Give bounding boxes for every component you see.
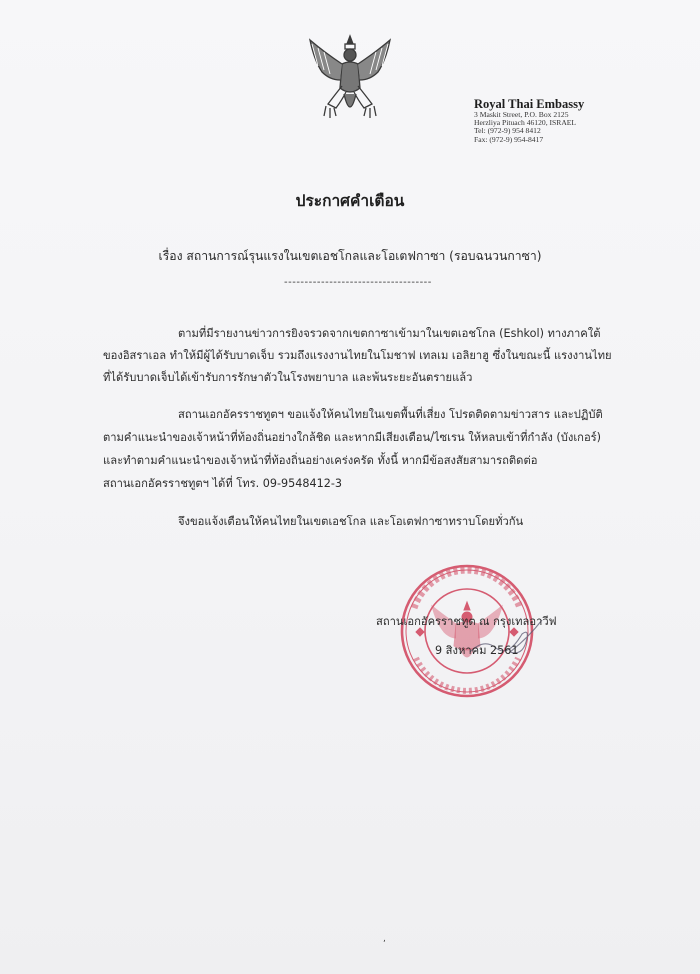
paragraph-1-line: ของอิสราเอล ทำให้มีผู้ได้รับบาดเจ็บ รวมถึงแรงงานไทยในโมชาฟ เทลเม เอลิยาฮู ซึ่งในขณะนี้ แรงงานไทย bbox=[103, 349, 612, 362]
paragraph-2-line: และทำตามคำแนะนำของเจ้าหน้าที่ท้องถิ่นอย่างเคร่งครัด ทั้งนี้ หากมีข้อสงสัยสามารถติดต่อ bbox=[103, 454, 538, 467]
address-line-1: 3 Maskit Street, P.O. Box 2125 bbox=[474, 110, 569, 119]
divider-line: ------------------------------------ bbox=[284, 277, 432, 288]
paragraph-2-line: ตามคำแนะนำของเจ้าหน้าที่ท้องถิ่นอย่างใกล้ชิด และหากมีเสียงเตือน/ไซเรน ให้หลบเข้าที่กำลัง (บังเกอร์) bbox=[103, 431, 602, 444]
page-mark: , bbox=[383, 934, 386, 944]
paragraph-1-line: ตามที่มีรายงานข่าวการยิงจรวดจากเขตกาซาเข้ามาในเขตเอชโกล (Eshkol) ทางภาคใต้ bbox=[178, 327, 601, 340]
document-subject: เรื่อง สถานการณ์รุนแรงในเขตเอชโกลและโอเตฟกาซา (รอบฉนวนกาซา) bbox=[158, 249, 542, 263]
embassy-name: Royal Thai Embassy bbox=[474, 97, 585, 111]
signature-date: 9 สิงหาคม 2561 bbox=[435, 644, 519, 657]
document-title: ประกาศคำเตือน bbox=[295, 192, 405, 210]
paragraph-2-line: สถานเอกอัครราชทูตฯ ขอแจ้งให้คนไทยในเขตพื้นที่เสี่ยง โปรดติดตามข่าวสาร และปฏิบัติ bbox=[178, 408, 603, 421]
address-line-2: Herzliya Pituach 46120, ISRAEL bbox=[474, 118, 577, 128]
paragraph-1-line: ที่ได้รับบาดเจ็บได้เข้ารับการรักษาตัวในโรงพยาบาล และพ้นระยะอันตรายแล้ว bbox=[103, 371, 473, 384]
telephone: Tel: (972-9) 954 8412 bbox=[474, 126, 541, 136]
garuda-emblem-icon bbox=[304, 30, 396, 122]
paragraph-3-line: จึงขอแจ้งเตือนให้คนไทยในเขตเอชโกล และโอเตฟกาซาทราบโดยทั่วกัน bbox=[178, 515, 524, 528]
signature-office: สถานเอกอัครราชทูต ณ กรุงเทลอาวีฟ bbox=[376, 615, 557, 628]
paragraph-2-line: สถานเอกอัครราชทูตฯ ได้ที่ โทร. 09-9548412-3 bbox=[103, 477, 343, 490]
fax: Fax: (972-9) 954-8417 bbox=[474, 134, 544, 144]
letterhead bbox=[474, 97, 694, 144]
